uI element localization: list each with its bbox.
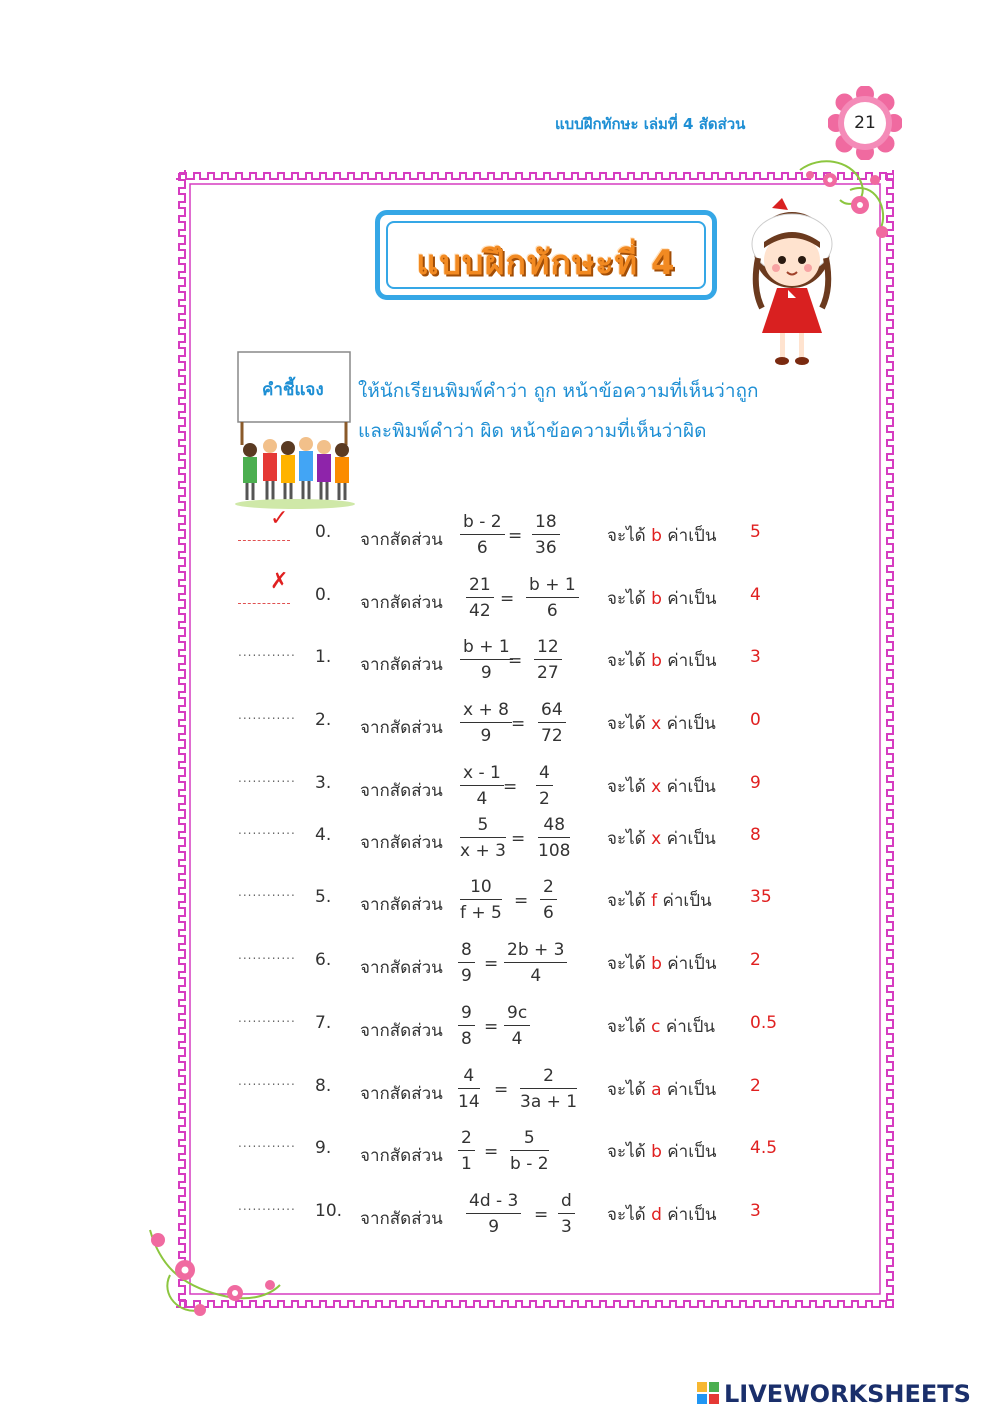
result-value: 35	[750, 887, 772, 907]
left-denominator: 4	[476, 789, 488, 809]
result-statement	[607, 1138, 716, 1165]
left-numerator: x + 8	[460, 700, 512, 723]
left-numerator: 4	[458, 1066, 480, 1089]
result-suffix: ค่าเป็น	[667, 651, 717, 671]
proportion-label: จากสัดส่วน	[360, 655, 443, 675]
answer-blank[interactable]	[238, 1199, 296, 1219]
right-denominator: 6	[546, 601, 558, 621]
answer-blank[interactable]	[238, 506, 290, 541]
result-prefix: จะได้	[607, 1142, 646, 1162]
answer-blank[interactable]	[238, 885, 296, 905]
right-denominator: 3a + 1	[520, 1092, 578, 1112]
result-statement	[607, 1201, 716, 1228]
exercise-row	[0, 1003, 1000, 1059]
item-number: 6.	[315, 950, 332, 970]
instructions-line-1: ให้นักเรียนพิมพ์คำว่า ถูก หน้าข้อความที่เห็นว่าถูก	[358, 380, 759, 402]
result-statement	[607, 950, 716, 977]
right-numerator: 5	[510, 1128, 549, 1151]
left-fraction	[460, 763, 504, 809]
result-statement	[607, 825, 716, 852]
result-value: 0.5	[750, 1013, 778, 1033]
answer-blank[interactable]	[238, 708, 296, 728]
item-number: 3.	[315, 773, 332, 793]
result-suffix: ค่าเป็น	[665, 1017, 715, 1037]
instructions-label: คำชี้แจง	[262, 380, 324, 400]
result-value: 2	[750, 950, 761, 970]
answer-dots: ............	[238, 708, 296, 722]
item-number: 1.	[315, 647, 332, 667]
exercise-row	[0, 1066, 1000, 1122]
result-statement	[607, 887, 712, 914]
result-value: 0	[750, 710, 761, 730]
instructions-text	[358, 371, 838, 451]
right-fraction	[558, 1191, 575, 1237]
left-fraction	[466, 575, 494, 621]
cross-mark-icon: ✗	[270, 569, 290, 594]
variable-name: f	[651, 891, 658, 911]
proportion-label: จากสัดส่วน	[360, 895, 443, 915]
girl-character-icon	[742, 198, 842, 366]
left-numerator: b - 2	[460, 512, 505, 535]
right-denominator: 36	[535, 538, 557, 558]
left-fraction	[460, 815, 506, 861]
exercise-row	[0, 815, 1000, 871]
result-suffix: ค่าเป็น	[666, 1080, 717, 1100]
left-denominator: 8	[461, 1029, 472, 1049]
result-suffix: ค่าเป็น	[667, 589, 717, 609]
right-denominator: 4	[511, 1029, 523, 1049]
item-number: 10.	[315, 1201, 343, 1221]
result-statement	[607, 1076, 716, 1103]
result-value: 3	[750, 647, 761, 667]
result-value: 8	[750, 825, 761, 845]
variable-name: b	[651, 651, 662, 671]
result-prefix: จะได้	[607, 526, 646, 546]
left-numerator: 4d - 3	[466, 1191, 521, 1214]
answer-blank[interactable]	[238, 823, 296, 843]
left-fraction	[460, 877, 502, 923]
result-suffix: ค่าเป็น	[666, 829, 716, 849]
right-numerator: 18	[532, 512, 560, 535]
result-suffix: ค่าเป็น	[667, 1205, 717, 1225]
exercise-row	[0, 763, 1000, 819]
answer-blank[interactable]	[238, 645, 296, 665]
right-fraction	[510, 1128, 549, 1174]
equals-sign: =	[508, 651, 523, 671]
left-fraction	[458, 940, 475, 986]
left-denominator: f + 5	[460, 903, 502, 923]
left-denominator: 9	[461, 966, 472, 986]
result-statement	[607, 585, 716, 612]
right-fraction	[504, 1003, 530, 1049]
equals-sign: =	[494, 1080, 509, 1100]
result-suffix: ค่าเป็น	[662, 891, 712, 911]
result-suffix: ค่าเป็น	[667, 526, 717, 546]
exercise-row	[0, 877, 1000, 933]
answer-blank[interactable]	[238, 771, 296, 791]
right-denominator: b - 2	[510, 1154, 549, 1174]
right-fraction	[538, 700, 566, 746]
equals-sign: =	[511, 829, 526, 849]
result-prefix: จะได้	[607, 1080, 646, 1100]
variable-name: b	[651, 1142, 662, 1162]
result-prefix: จะได้	[607, 1017, 646, 1037]
book-title: แบบฝึกทักษะ เล่มที่ 4 สัดส่วน	[555, 115, 746, 133]
proportion-label: จากสัดส่วน	[360, 1021, 443, 1041]
right-denominator: 3	[560, 1217, 572, 1237]
right-denominator: 4	[530, 966, 542, 986]
right-fraction	[520, 1066, 577, 1112]
item-number: 8.	[315, 1076, 332, 1096]
proportion-label: จากสัดส่วน	[360, 1209, 443, 1229]
item-number: 7.	[315, 1013, 332, 1033]
left-numerator: 9	[458, 1003, 475, 1026]
variable-name: x	[651, 777, 662, 797]
result-value: 2	[750, 1076, 761, 1096]
variable-name: a	[651, 1080, 662, 1100]
variable-name: b	[651, 954, 662, 974]
right-numerator: 2	[520, 1066, 577, 1089]
proportion-label: จากสัดส่วน	[360, 833, 443, 853]
result-prefix: จะได้	[607, 714, 646, 734]
exercise-row	[0, 940, 1000, 996]
result-statement	[607, 522, 716, 549]
right-denominator: 27	[537, 663, 559, 683]
result-prefix: จะได้	[607, 651, 646, 671]
answer-dots: ............	[238, 771, 296, 785]
result-statement	[607, 710, 716, 737]
answer-dots: ............	[238, 948, 296, 962]
equals-sign: =	[511, 714, 526, 734]
answer-dots: ............	[238, 885, 296, 899]
exercise-row	[0, 637, 1000, 693]
right-fraction	[540, 877, 557, 923]
left-numerator: b + 1	[460, 637, 513, 660]
left-numerator: 10	[460, 877, 502, 900]
left-denominator: 14	[458, 1092, 480, 1112]
proportion-label: จากสัดส่วน	[360, 530, 443, 550]
variable-name: c	[651, 1017, 661, 1037]
right-numerator: 9c	[504, 1003, 530, 1026]
exercise-row	[0, 1191, 1000, 1247]
result-prefix: จะได้	[607, 829, 646, 849]
answer-blank[interactable]	[238, 948, 296, 968]
liveworksheets-brand: LIVEWORKSHEETS	[724, 1380, 971, 1408]
answer-dots: ............	[238, 1074, 296, 1088]
right-denominator: 72	[541, 726, 563, 746]
proportion-label: จากสัดส่วน	[360, 1146, 443, 1166]
item-number: 9.	[315, 1138, 332, 1158]
left-denominator: 9	[480, 726, 492, 746]
answer-dots: ............	[238, 823, 296, 837]
result-prefix: จะได้	[607, 589, 646, 609]
result-prefix: จะได้	[607, 777, 646, 797]
check-mark-icon: ✓	[270, 506, 290, 531]
worksheet-title: แบบฝึกทักษะที่ 4	[416, 243, 676, 283]
page-number: 21	[854, 113, 876, 133]
exercise-row	[0, 700, 1000, 756]
result-value: 4	[750, 585, 761, 605]
proportion-label: จากสัดส่วน	[360, 718, 443, 738]
left-fraction	[458, 1066, 480, 1112]
proportion-label: จากสัดส่วน	[360, 781, 443, 801]
left-denominator: x + 3	[460, 841, 506, 861]
proportion-label: จากสัดส่วน	[360, 958, 443, 978]
equals-sign: =	[503, 777, 518, 797]
variable-name: x	[651, 829, 662, 849]
result-prefix: จะได้	[607, 891, 646, 911]
result-suffix: ค่าเป็น	[667, 954, 717, 974]
answer-dots: ............	[238, 1011, 296, 1025]
left-fraction	[458, 1003, 475, 1049]
equals-sign: =	[484, 954, 499, 974]
item-number: 0.	[315, 522, 332, 542]
right-fraction	[538, 815, 570, 861]
right-numerator: 4	[536, 763, 553, 786]
right-denominator: 6	[543, 903, 554, 923]
result-value: 9	[750, 773, 761, 793]
left-denominator: 1	[461, 1154, 472, 1174]
result-suffix: ค่าเป็น	[667, 1142, 717, 1162]
variable-name: b	[651, 589, 662, 609]
result-suffix: ค่าเป็น	[666, 777, 716, 797]
right-numerator: d	[558, 1191, 575, 1214]
result-value: 5	[750, 522, 761, 542]
equals-sign: =	[484, 1017, 499, 1037]
result-value: 4.5	[750, 1138, 778, 1158]
result-statement	[607, 1013, 715, 1040]
proportion-label: จากสัดส่วน	[360, 1084, 443, 1104]
right-numerator: 2	[540, 877, 557, 900]
left-fraction	[458, 1128, 475, 1174]
kids-holding-sign-icon	[230, 350, 360, 510]
right-fraction	[504, 940, 567, 986]
result-suffix: ค่าเป็น	[666, 714, 716, 734]
item-number: 5.	[315, 887, 332, 907]
equals-sign: =	[534, 1205, 549, 1225]
variable-name: d	[651, 1205, 662, 1225]
equals-sign: =	[514, 891, 529, 911]
result-prefix: จะได้	[607, 1205, 646, 1225]
left-denominator: 6	[476, 538, 488, 558]
equals-sign: =	[508, 526, 523, 546]
left-fraction	[460, 700, 512, 746]
left-numerator: 5	[460, 815, 506, 838]
exercise-row	[0, 1128, 1000, 1184]
answer-dots: ............	[238, 1136, 296, 1150]
right-numerator: 12	[534, 637, 562, 660]
exercise-row	[0, 506, 1000, 568]
right-numerator: 48	[538, 815, 570, 838]
left-fraction	[460, 512, 505, 558]
variable-name: b	[651, 526, 662, 546]
exercise-row	[0, 569, 1000, 631]
right-numerator: 64	[538, 700, 566, 723]
left-denominator: 42	[469, 601, 491, 621]
answer-dots: ............	[238, 1199, 296, 1213]
item-number: 2.	[315, 710, 332, 730]
result-statement	[607, 773, 716, 800]
variable-name: x	[651, 714, 662, 734]
liveworksheets-logo-icon	[697, 1382, 719, 1404]
left-fraction	[466, 1191, 521, 1237]
right-denominator: 108	[538, 841, 571, 861]
result-statement	[607, 647, 716, 674]
right-fraction	[532, 512, 560, 558]
left-denominator: 9	[488, 1217, 500, 1237]
left-numerator: x - 1	[460, 763, 504, 786]
equals-sign: =	[484, 1142, 499, 1162]
answer-blank[interactable]	[238, 1136, 296, 1156]
right-fraction	[534, 637, 562, 683]
left-numerator: 21	[466, 575, 494, 598]
equals-sign: =	[500, 589, 515, 609]
item-number: 0.	[315, 585, 332, 605]
right-denominator: 2	[539, 789, 550, 809]
right-fraction	[526, 575, 579, 621]
right-numerator: b + 1	[526, 575, 579, 598]
answer-blank[interactable]	[238, 1011, 296, 1031]
result-value: 3	[750, 1201, 761, 1221]
left-fraction	[460, 637, 513, 683]
right-numerator: 2b + 3	[504, 940, 567, 963]
left-denominator: 9	[480, 663, 492, 683]
left-numerator: 8	[458, 940, 475, 963]
right-fraction	[536, 763, 553, 809]
left-numerator: 2	[458, 1128, 475, 1151]
answer-blank[interactable]	[238, 569, 290, 604]
result-prefix: จะได้	[607, 954, 646, 974]
item-number: 4.	[315, 825, 332, 845]
answer-blank[interactable]	[238, 1074, 296, 1094]
proportion-label: จากสัดส่วน	[360, 593, 443, 613]
title-banner	[375, 210, 717, 300]
instructions-line-2: และพิมพ์คำว่า ผิด หน้าข้อความที่เห็นว่าผิด	[358, 420, 707, 442]
answer-dots: ............	[238, 645, 296, 659]
